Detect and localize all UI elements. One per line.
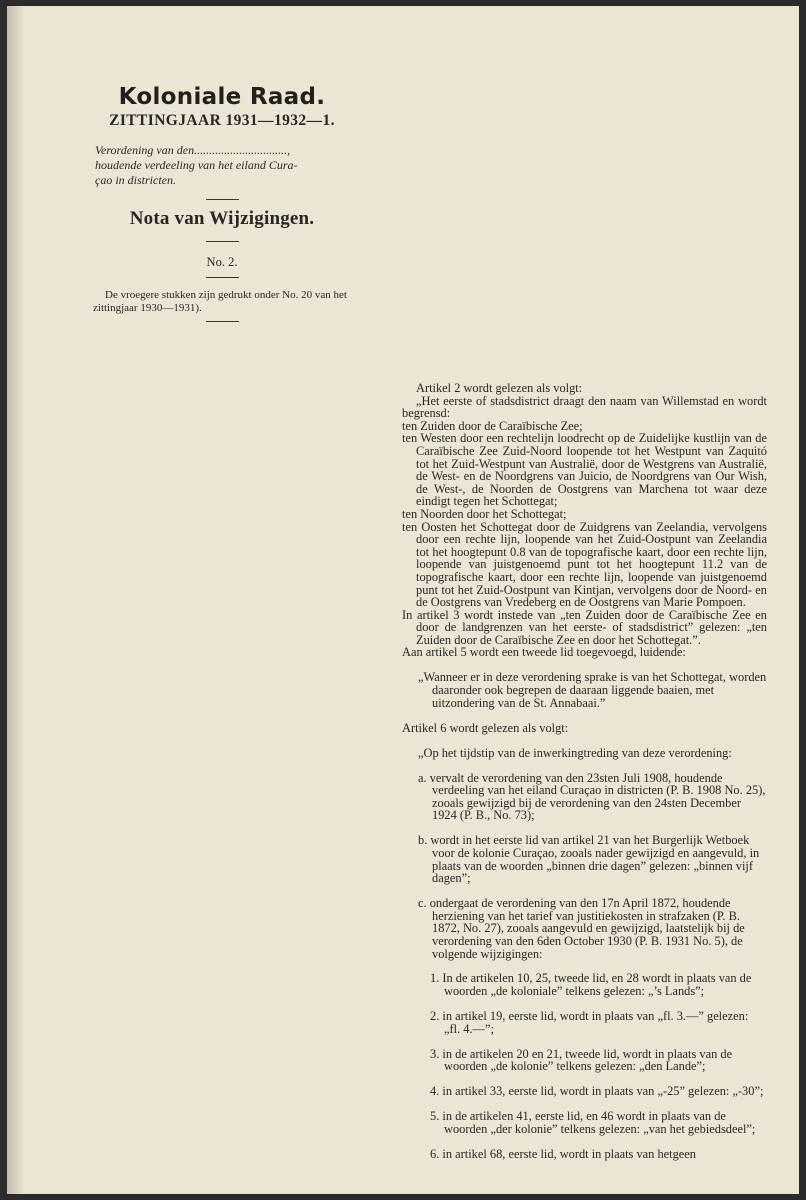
list-item: 3. in de artikelen 20 en 21, tweede lid, wordt in plaats van de woorden „de kolonie” telkens gelezen: „den Lande”; bbox=[430, 1046, 733, 1074]
document-number: No. 2. bbox=[206, 255, 238, 269]
paragraph: Artikel 2 wordt gelezen als volgt: bbox=[416, 381, 583, 395]
paragraph: „Het eerste of stadsdistrict draagt den naam van Willemstad en wordt begrensd: bbox=[402, 393, 767, 421]
paragraph: ten Westen door een rechtelijn loodrecht op de Zuidelijke kustlijn van de Caraïbische Zee Zuid-Noord loopende tot het Westpunt van Zaquitó tot het Zuid-Westpunt van Australië, door de Westgrens van Australië, de West- en de Noordgrens van Juicio, de Noordgrens van Our Wish, de West-, de Noorden de Oostgrens van Marchena tot waar deze eindigt tegen het Schottegat; bbox=[402, 431, 767, 509]
paragraph: ten Noorden door het Schottegat; bbox=[402, 506, 567, 521]
document-page bbox=[7, 6, 799, 1194]
paragraph: Artikel 6 wordt gelezen als volgt: bbox=[402, 720, 569, 735]
paragraph: „Wanneer er in deze verordening sprake is van het Schottegat, worden daaronder ook begrepen de daaraan liggende baaien, met uitzondering van de St. Annabaai.” bbox=[418, 670, 767, 710]
divider bbox=[206, 199, 239, 200]
ordinance-title: Verordening van den..............................., houdende verdeeling van het eiland Cura- çao in districten. bbox=[95, 143, 298, 187]
list-item: a. vervalt de verordening van den 23sten Juli 1908, houdende verdeeling van het eiland Curaçao in districten (P. B. 1908 No. 25), zooals gewijzigd bij de verordening van den 24sten December 1924 (P. B., No. 73); bbox=[418, 770, 766, 823]
council-title: Koloniale Raad. bbox=[118, 84, 326, 110]
list-item: 6. in artikel 68, eerste lid, wordt in plaats van hetgeen bbox=[430, 1146, 696, 1161]
session-year: ZITTINGJAAR 1931—1932—1. bbox=[109, 112, 335, 129]
divider bbox=[206, 241, 239, 242]
nota-title: Nota van Wijzigingen. bbox=[129, 208, 315, 229]
list-item: 4. in artikel 33, eerste lid, wordt in plaats van „-25” gelezen: „-30”; bbox=[430, 1084, 764, 1099]
list-item: c. ondergaat de verordening van den 17n April 1872, houdende herziening van het tarief van justitiekosten in strafzaken (P. B. 1872, No. 27), zooals aangevuld en gewijzigd, laatstelijk bij de verordening van den 6den October 1930 (P. B. 1931 No. 5), de volgende wijzigingen: bbox=[418, 896, 745, 961]
divider bbox=[206, 277, 239, 278]
paragraph: „Op het tijdstip van de inwerkingtreding van deze verordening: bbox=[418, 745, 732, 760]
paragraph: ten Zuiden door de Caraïbische Zee; bbox=[402, 418, 583, 433]
list-item: 5. in de artikelen 41, eerste lid, en 46 wordt in plaats van de woorden „der kolonie” telkens gelezen: „van het gebiedsdeel”; bbox=[430, 1109, 756, 1136]
list-item: 2. in artikel 19, eerste lid, wordt in plaats van „fl. 3.—” gelezen: „fl. 4.—”; bbox=[430, 1009, 749, 1036]
paragraph: In artikel 3 wordt instede van „ten Zuiden door de Caraïbische Zee en door de landgrenzen van het eerste- of stadsdistrict” gelezen: „ten Zuiden door de Caraïbische Zee en door het Schottegat.”. bbox=[402, 607, 767, 647]
reference-note: De vroegere stukken zijn gedrukt onder No. 20 van het zittingjaar 1930—1931). bbox=[93, 289, 347, 314]
paragraph: Aan artikel 5 wordt een tweede lid toegevoegd, luidende: bbox=[402, 645, 686, 660]
document-header bbox=[91, 84, 353, 322]
amendment-text bbox=[402, 382, 767, 1173]
divider bbox=[206, 321, 239, 322]
list-item: 1. In de artikelen 10, 25, tweede lid, en 28 wordt in plaats van de woorden „de koloniale” telkens gelezen: „’s Lands”; bbox=[430, 971, 752, 999]
paragraph: ten Oosten het Schottegat door de Zuidgrens van Zeelandia, vervolgens door een rechte lijn, loopende van het Zuid-Oostpunt van Zeelandia tot het hoogtepunt 0.8 van de topografische kaart, door een rechte lijn, loopende van juistgenoemd punt tot het hoogtepunt 11.2 van de topografische kaart, door een rechte lijn, loopende van juistgenoemd punt tot het Zuid-Oostpunt van Kintjan, vervolgens door de Noord- en de Oostgrens van Vredeberg en de Oostgrens van Marie Pompoen. bbox=[402, 519, 767, 610]
list-item: b. wordt in het eerste lid van artikel 21 van het Burgerlijk Wetboek voor de kolonie Curaçao, zooals nader gewijzigd en aangevuld, in plaats van de woorden „binnen drie dagen” gelezen: „binnen vijf dagen”; bbox=[418, 833, 760, 886]
